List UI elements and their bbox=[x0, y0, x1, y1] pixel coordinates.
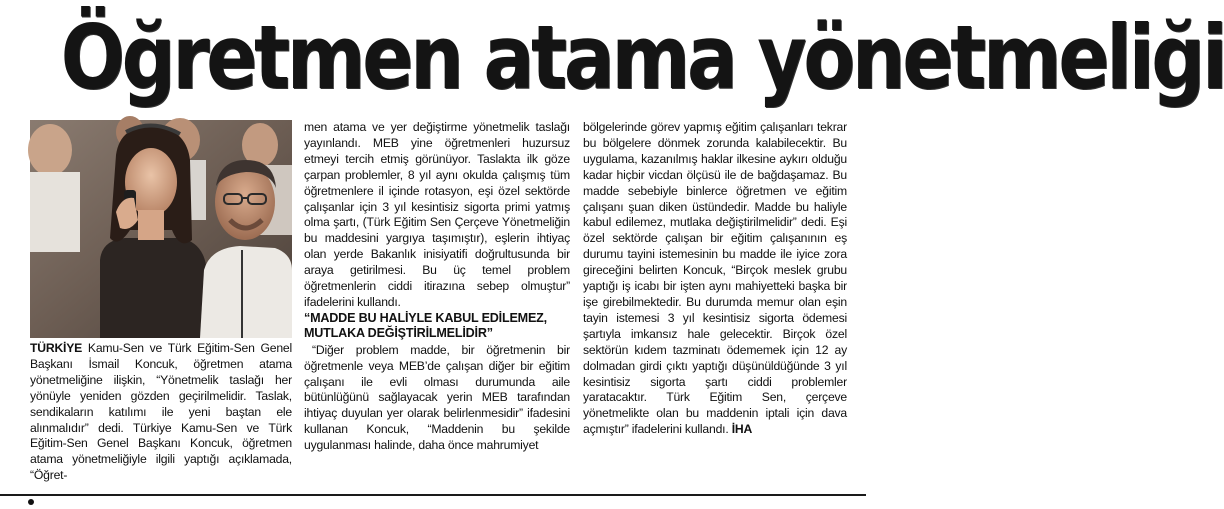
right-column bbox=[583, 120, 847, 438]
middle-paragraph-2: “Diğer problem madde, bir öğretmenin bir öğretmenle veya MEB’de çalışan diğer bir eğitim çalışanı ile evli olması durumunda aile bütünlüğünü sağlayacak yerin MEB tarafından ihtiyaç duyulan yer olarak belirlenmesidir” ifadesini kullanan Koncuk, “Maddenin bu şekilde uygulanması halinde, daha önce mahrumiyet bbox=[304, 342, 570, 453]
news-photo bbox=[30, 120, 292, 338]
subheading: “MADDE BU HALİYLE KABUL EDİLEMEZ, MUTLAKA DEĞİŞTİRİLMELİDİR” bbox=[304, 310, 547, 341]
right-paragraph bbox=[583, 120, 847, 438]
intro-paragraph bbox=[30, 341, 292, 484]
photo-image bbox=[30, 120, 292, 338]
headline: Öğretmen atama yönetmeliği bbox=[60, 6, 1224, 109]
dateline-place: TÜRKİYE bbox=[30, 341, 83, 355]
right-text: bölgelerinde görev yapmış eğitim çalışanları tekrar bu bölgelere dönmek zorunda kalabilecektir. Bu uygulama, kazanılmış haklar ilkesine aykırı olduğu kadar hiçbir vicdan ölçüsü ile de bağdaşamaz. Bu madde sebebiyle binlerce öğretmen ve eğitim çalışanı şuan diken üstündedir. Madde bu haliyle kabul edilemez, mutlaka değiştirilmelidir” dedi. Eşi özel sektörde çalışan bir eğitim çalışanının eş durumu tayini istemesinin bu madde ile iyice zora gireceğini belirten Koncuk, “Birçok meslek grubu yaptığı iş icabı bir işten aynı mahiyetteki başka bir işe girebilmektedir. Bu durumda memur olan eşin tayin istemesi 3 yıl kesintisiz sigorta ödemesi şartıyla imkansız hale gelecektir. Birçok özel sektörün kıdem tazminatı ödememek için 12 ay dolmadan girdi çıktı yaptığı düşünüldüğünde 3 yıl kesintisiz sigorta şartı ciddi problemler yaratacaktır. Türk Eğitim Sen, çerçeve yönetmelikte olan bu maddenin iptali için dava açmıştır” ifadelerini kullandı. bbox=[583, 120, 847, 437]
bottom-rule bbox=[0, 494, 866, 496]
middle-paragraph-1: men atama ve yer değiştirme yönetmelik taslağı yayınlandı. MEB yine öğretmenleri huzursuz etmeyi tercih etmiş görünüyor. Taslakta ilk göze çarpan problemler, 8 yıl aynı okulda çalışmış tüm öğretmenlere il içinde rotasyon, eşi özel sektörde çalışanlar için 3 yıl kesintisiz sigorta primi yatmış olma şartı, (Türk Eğitim Sen Çerçeve Yönetmeliğin bu maddesini yargıya taşımıştır), eşlerin ihtiyaç olan yerde Bakanlık inisiyatifi doğrultusunda bir araya getirilmesi. Bu üç temel problem öğretmenlerin ciddi itirazına sebep olmuştur” ifadelerini kullandı. bbox=[304, 120, 570, 309]
intro-text: Kamu-Sen ve Türk Eğitim-Sen Genel Başkanı İsmail Koncuk, öğretmen atama yönetmeliğine ilişkin, “Yönetmelik taslağı her yönüyle yeniden gözden geçirilmelidir. Taslak, sendikaların katılımı ile yeni baştan ele alınmalıdır” dedi. Türkiye Kamu-Sen ve Türk Eğitim-Sen Genel Başkanı Koncuk, öğretmen atama yönetmeliğiyle ilgili yaptığı açıklamada, “Öğret- bbox=[30, 341, 292, 483]
agency-credit: İHA bbox=[731, 422, 753, 437]
middle-column bbox=[304, 120, 570, 454]
intro-column bbox=[30, 341, 292, 484]
bottom-dot bbox=[28, 499, 34, 505]
